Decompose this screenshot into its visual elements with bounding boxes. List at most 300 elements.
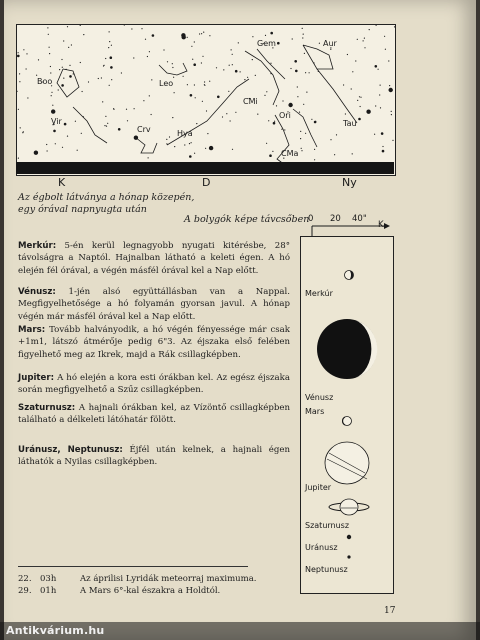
star-dot — [75, 121, 76, 122]
star-dot — [391, 114, 392, 115]
star-dot — [19, 81, 20, 82]
star-dot — [109, 41, 110, 42]
star-dot — [222, 116, 223, 117]
constellation-label: Hya — [177, 129, 193, 138]
star-dot — [18, 158, 19, 159]
star-dot — [147, 56, 148, 57]
paragraph-heading: Mars: — [18, 325, 46, 335]
star-dot — [311, 119, 312, 120]
star-dot — [330, 49, 331, 50]
star-dot — [149, 95, 150, 96]
star-dot — [357, 39, 358, 40]
star-dot — [385, 49, 386, 50]
constellation-crv-lines — [135, 137, 157, 153]
star-dot — [189, 155, 192, 158]
star-dot — [80, 25, 81, 26]
constellation-label: Tau — [343, 119, 357, 128]
constellation-boo-lines — [57, 69, 79, 97]
star-dot — [195, 97, 196, 98]
paragraph-body: A hó elején a kora esti órákban kel. Az egész éjszaka során megfigyelhető a Szűz csillagképben. — [18, 373, 290, 396]
star-dot — [303, 34, 304, 35]
page-number: 17 — [384, 606, 396, 616]
star-dot — [384, 36, 385, 37]
star-dot — [26, 68, 27, 69]
planet-label-neptune: Neptunusz — [305, 565, 348, 574]
star-dot — [166, 139, 167, 140]
star-dot — [105, 116, 106, 117]
star-dot — [53, 130, 56, 133]
star-dot — [194, 41, 195, 42]
star-dot — [334, 154, 335, 155]
star-dot — [81, 133, 82, 134]
star-dot — [61, 84, 64, 87]
star-dot — [209, 146, 213, 150]
star-dot — [166, 143, 167, 144]
star-dot — [167, 61, 168, 62]
star-dot — [388, 60, 389, 61]
star-dot — [184, 144, 185, 145]
star-dot — [277, 42, 280, 45]
star-dot — [389, 88, 393, 92]
star-dot — [295, 70, 298, 73]
star-dot — [49, 53, 50, 54]
star-dot — [394, 26, 395, 27]
star-dot — [270, 32, 273, 35]
footnote-time: 03h — [40, 574, 57, 584]
star-dot — [266, 91, 267, 92]
star-dot — [382, 150, 385, 153]
star-dot — [34, 151, 38, 155]
star-dot — [174, 92, 175, 93]
star-dot — [69, 65, 70, 66]
star-dot — [355, 60, 356, 61]
star-dot — [27, 97, 28, 98]
star-dot — [268, 120, 269, 121]
star-dot — [343, 84, 344, 85]
star-dot — [360, 106, 361, 107]
star-dot — [108, 47, 109, 48]
star-dot — [50, 66, 51, 67]
constellation-label: Aur — [323, 39, 337, 48]
star-dot — [69, 75, 72, 78]
star-dot — [330, 139, 331, 140]
star-dot — [247, 77, 248, 78]
star-dot — [202, 101, 203, 102]
star-dot — [49, 47, 50, 48]
venus-disc — [317, 319, 377, 379]
star-dot — [235, 112, 236, 113]
star-dot — [282, 100, 283, 101]
star-dot — [290, 68, 291, 69]
star-dot — [238, 42, 239, 43]
star-dot — [252, 36, 253, 37]
star-dot — [38, 59, 39, 60]
star-dot — [63, 40, 64, 41]
constellation-tau-lines — [317, 69, 357, 123]
star-dot — [379, 94, 380, 95]
horizon-silhouette — [16, 162, 394, 174]
star-dot — [110, 56, 113, 59]
star-dot — [71, 44, 72, 45]
paragraph-mercury — [18, 240, 290, 277]
star-dot — [252, 59, 253, 60]
star-dot — [270, 63, 271, 64]
star-dot — [152, 34, 155, 37]
star-dot — [300, 138, 301, 139]
star-dot — [309, 72, 310, 73]
star-dot — [376, 25, 377, 26]
star-dot — [314, 149, 315, 150]
star-dot — [380, 85, 381, 86]
star-dot — [229, 65, 230, 66]
mercury-disc — [345, 271, 354, 280]
star-dot — [172, 67, 173, 68]
star-dot — [375, 105, 376, 106]
planet-label-saturn: Szaturnusz — [305, 521, 350, 530]
star-dot — [163, 49, 164, 50]
star-dot — [352, 153, 353, 154]
uranus-disc — [347, 535, 351, 539]
star-dot — [364, 47, 365, 48]
axis-east-label: K — [378, 220, 384, 230]
star-dot — [63, 78, 64, 79]
star-dot — [202, 56, 203, 57]
star-dot — [391, 111, 392, 112]
star-dot — [304, 53, 305, 54]
star-dot — [172, 117, 173, 118]
star-dot — [106, 126, 107, 127]
star-dot — [107, 123, 108, 124]
constellation-vir-lines — [73, 107, 107, 143]
mars-disc — [343, 417, 352, 426]
star-dot — [149, 51, 150, 52]
direction-south-label: D — [202, 176, 211, 189]
star-dot — [67, 136, 68, 137]
star-dot — [47, 150, 48, 151]
star-dot — [281, 129, 282, 130]
star-dot — [232, 64, 233, 65]
star-dot — [201, 33, 202, 34]
star-dot — [351, 88, 352, 89]
constellation-label: CMi — [243, 97, 258, 106]
star-dot — [17, 91, 18, 92]
constellation-aur-lines — [303, 45, 333, 69]
constellation-gem-lines-2 — [257, 49, 285, 79]
star-dot — [52, 105, 53, 106]
star-dot — [297, 86, 298, 87]
star-dot — [55, 143, 56, 144]
star-dot — [169, 136, 170, 137]
star-dot — [301, 150, 302, 151]
star-dot — [276, 105, 277, 106]
star-dot — [319, 43, 320, 44]
star-dot — [109, 31, 110, 32]
star-dot — [46, 144, 47, 145]
star-dot — [203, 32, 204, 33]
star-dot — [232, 149, 233, 150]
star-dot — [303, 104, 304, 105]
constellation-label: Vir — [51, 117, 62, 126]
constellation-leo-lines — [159, 63, 187, 75]
star-dot — [297, 96, 298, 97]
star-dot — [51, 92, 52, 93]
saturn-disc — [329, 499, 369, 515]
direction-west-label: Ny — [342, 176, 357, 189]
star-dot — [36, 75, 37, 76]
star-dot — [204, 85, 205, 86]
paragraph-heading: Jupiter: — [18, 373, 55, 383]
star-dot — [232, 54, 233, 55]
paragraph-heading: Merkúr: — [18, 241, 57, 251]
star-dot — [380, 107, 381, 108]
star-dot — [80, 62, 81, 63]
star-dot — [18, 52, 19, 53]
star-dot — [269, 154, 272, 157]
star-dot — [205, 148, 206, 149]
star-dot — [126, 109, 127, 110]
star-dot — [217, 96, 220, 99]
star-dot — [88, 81, 89, 82]
star-dot — [272, 151, 273, 152]
star-dot — [47, 27, 48, 28]
star-dot — [360, 97, 361, 98]
star-dot — [187, 37, 188, 38]
star-dot — [113, 109, 114, 110]
footnote-time: 01h — [40, 586, 57, 596]
star-dot — [358, 118, 361, 121]
star-dot — [378, 69, 379, 70]
star-dot — [201, 62, 202, 63]
star-dot — [305, 133, 306, 134]
star-dot — [194, 153, 195, 154]
star-dot — [226, 113, 227, 114]
star-dot — [127, 120, 128, 121]
star-dot — [190, 94, 193, 97]
star-dot — [306, 92, 307, 93]
star-dot — [375, 65, 378, 68]
paragraph-jupiter — [18, 372, 290, 397]
constellation-label: Boo — [37, 77, 53, 86]
star-dot — [22, 132, 23, 133]
star-dot — [118, 128, 121, 131]
star-field — [17, 25, 395, 160]
star-dot — [172, 63, 173, 64]
star-dot — [273, 122, 276, 125]
star-dot — [134, 108, 135, 109]
star-dot — [111, 45, 112, 46]
star-dot — [207, 133, 208, 134]
star-dot — [305, 72, 306, 73]
star-dot — [187, 84, 188, 85]
star-dot — [183, 76, 184, 77]
paragraph-body: 1-jén alsó együttállásban van a Nappal. Megfigyelhetősége a hó folyamán gyorsan javul. A hónap végén már másfél órával kel a Nap előtt. — [18, 287, 290, 322]
paragraph-uranus-neptune — [18, 444, 290, 469]
scale-label: 40" — [352, 214, 367, 224]
sky-map-caption-line1: Az égbolt látványa a hónap közepén, — [18, 192, 195, 203]
star-dot — [145, 39, 146, 40]
star-dot — [240, 71, 241, 72]
star-dot — [101, 77, 102, 78]
star-dot — [199, 33, 200, 34]
planet-panel — [300, 236, 394, 594]
star-dot — [104, 125, 105, 126]
star-dot — [301, 148, 302, 149]
star-dot — [64, 123, 67, 126]
constellation-label: CMa — [281, 149, 299, 158]
star-dot — [216, 67, 217, 68]
star-dot — [173, 77, 174, 78]
constellation-label: Leo — [159, 79, 174, 88]
star-dot — [352, 71, 353, 72]
paragraph-body: 5-én kerül legnagyobb nyugati kitérésbe, 28° távolságra a Naptól. Hajnalban látható a keleti égen. A hó elején fél órával, a végén másfél órával kel a Nap előtt. — [18, 241, 290, 276]
star-dot — [292, 38, 293, 39]
star-dot — [228, 91, 229, 92]
planet-label-mars: Mars — [305, 407, 325, 416]
star-dot — [230, 120, 231, 121]
star-dot — [131, 28, 132, 29]
paragraph-heading: Vénusz: — [18, 287, 56, 297]
star-dot — [374, 134, 375, 135]
star-dot — [20, 127, 21, 128]
star-dot — [26, 53, 27, 54]
star-dot — [294, 60, 297, 63]
paragraph-body: Éjfél után kelnek, a hajnali égen láthatók a Nyilas csillagképben. — [18, 445, 290, 468]
star-dot — [347, 54, 348, 55]
star-dot — [103, 65, 104, 66]
star-dot — [124, 25, 125, 26]
constellation-label: Ori — [279, 111, 291, 120]
star-chart-svg — [17, 25, 395, 175]
scale-label: 0 — [308, 214, 314, 224]
star-dot — [255, 75, 256, 76]
direction-east-label: K — [58, 176, 66, 189]
star-dot — [345, 113, 346, 114]
star-dot — [67, 26, 68, 27]
star-dot — [265, 35, 266, 36]
planet-panel-title: A bolygók képe távcsőben — [184, 214, 310, 225]
star-dot — [68, 47, 69, 48]
scale-label: 20 — [330, 214, 341, 224]
constellation-label: Gem — [257, 39, 276, 48]
star-dot — [62, 147, 63, 148]
star-dot — [392, 140, 393, 141]
planet-label-jupiter: Jupiter — [305, 483, 332, 492]
sky-map-caption-line2: egy órával napnyugta után — [18, 204, 147, 215]
planet-label-mercury: Merkúr — [305, 289, 333, 298]
footnote-text: Az áprilisi Lyridák meteorraj maximuma. — [80, 574, 257, 584]
paragraph-venus — [18, 286, 290, 323]
star-dot — [314, 159, 315, 160]
star-dot — [193, 63, 196, 66]
star-dot — [266, 143, 267, 144]
star-dot — [366, 110, 370, 114]
star-dot — [257, 114, 258, 115]
star-dot — [23, 49, 24, 50]
star-dot — [357, 100, 358, 101]
star-dot — [191, 46, 192, 47]
star-dot — [302, 37, 303, 38]
star-dot — [77, 150, 78, 151]
star-dot — [110, 66, 113, 69]
star-dot — [18, 109, 19, 110]
star-dot — [51, 109, 55, 113]
star-dot — [143, 100, 144, 101]
star-dot — [59, 69, 60, 70]
planet-label-venus: Vénusz — [305, 393, 334, 402]
paragraph-body: A hajnali órákban kel, az Vízöntő csillagképben található a délkeleti látóhatár fölött. — [18, 403, 290, 426]
star-dot — [369, 29, 370, 30]
star-dot — [151, 79, 152, 80]
star-dot — [109, 85, 110, 86]
star-dot — [314, 121, 317, 124]
star-dot — [381, 132, 384, 135]
star-dot — [58, 89, 59, 90]
paragraph-body: Tovább halványodik, a hó végén fényessége már csak +1m1, látszó átmérője pedig 6"3. Az éjszaka első felében figyelhető meg az Ikrek, majd a Rák csillagképben. — [18, 325, 290, 360]
star-dot — [359, 96, 360, 97]
watermark-text: Antikvárium.hu — [6, 624, 105, 637]
paragraph-heading: Uránusz, Neptunusz: — [18, 445, 123, 455]
star-dot — [209, 81, 210, 82]
star-dot — [206, 110, 207, 111]
star-dot — [299, 112, 300, 113]
star-dot — [48, 34, 49, 35]
footnote-date: 29. — [18, 586, 32, 596]
star-dot — [382, 146, 383, 147]
star-dot — [191, 142, 192, 143]
jupiter-disc — [325, 442, 369, 484]
star-dot — [17, 55, 20, 58]
star-dot — [284, 129, 285, 130]
paragraph-heading: Szaturnusz: — [18, 403, 76, 413]
star-dot — [223, 69, 224, 70]
star-dot — [231, 49, 232, 50]
star-dot — [111, 79, 112, 80]
paragraph-saturn — [18, 402, 290, 427]
star-dot — [19, 73, 20, 74]
planet-label-uranus: Uránusz — [305, 543, 338, 552]
star-dot — [61, 59, 62, 60]
star-dot — [121, 72, 122, 73]
star-dot — [264, 95, 265, 96]
footnote-divider — [18, 566, 248, 567]
star-dot — [274, 121, 275, 122]
star-dot — [151, 114, 152, 115]
star-dot — [209, 35, 210, 36]
star-dot — [133, 57, 134, 58]
star-dot — [98, 78, 99, 79]
footnote-text: A Mars 6°-kal északra a Holdtól. — [80, 586, 221, 596]
star-dot — [189, 143, 190, 144]
star-dot — [302, 28, 303, 29]
footnote-date: 22. — [18, 574, 32, 584]
star-dot — [196, 123, 197, 124]
star-dot — [105, 58, 106, 59]
constellation-label: Crv — [137, 125, 151, 134]
star-dot — [51, 95, 52, 96]
star-dot — [235, 70, 238, 73]
star-dot — [192, 59, 193, 60]
star-dot — [174, 146, 175, 147]
star-dot — [148, 157, 149, 158]
constellation-lines — [57, 45, 357, 165]
star-dot — [181, 33, 185, 37]
star-dot — [62, 67, 63, 68]
star-dot — [363, 40, 364, 41]
star-dot — [102, 101, 103, 102]
sky-map — [16, 24, 396, 176]
watermark-bar — [0, 622, 480, 640]
star-dot — [204, 81, 205, 82]
